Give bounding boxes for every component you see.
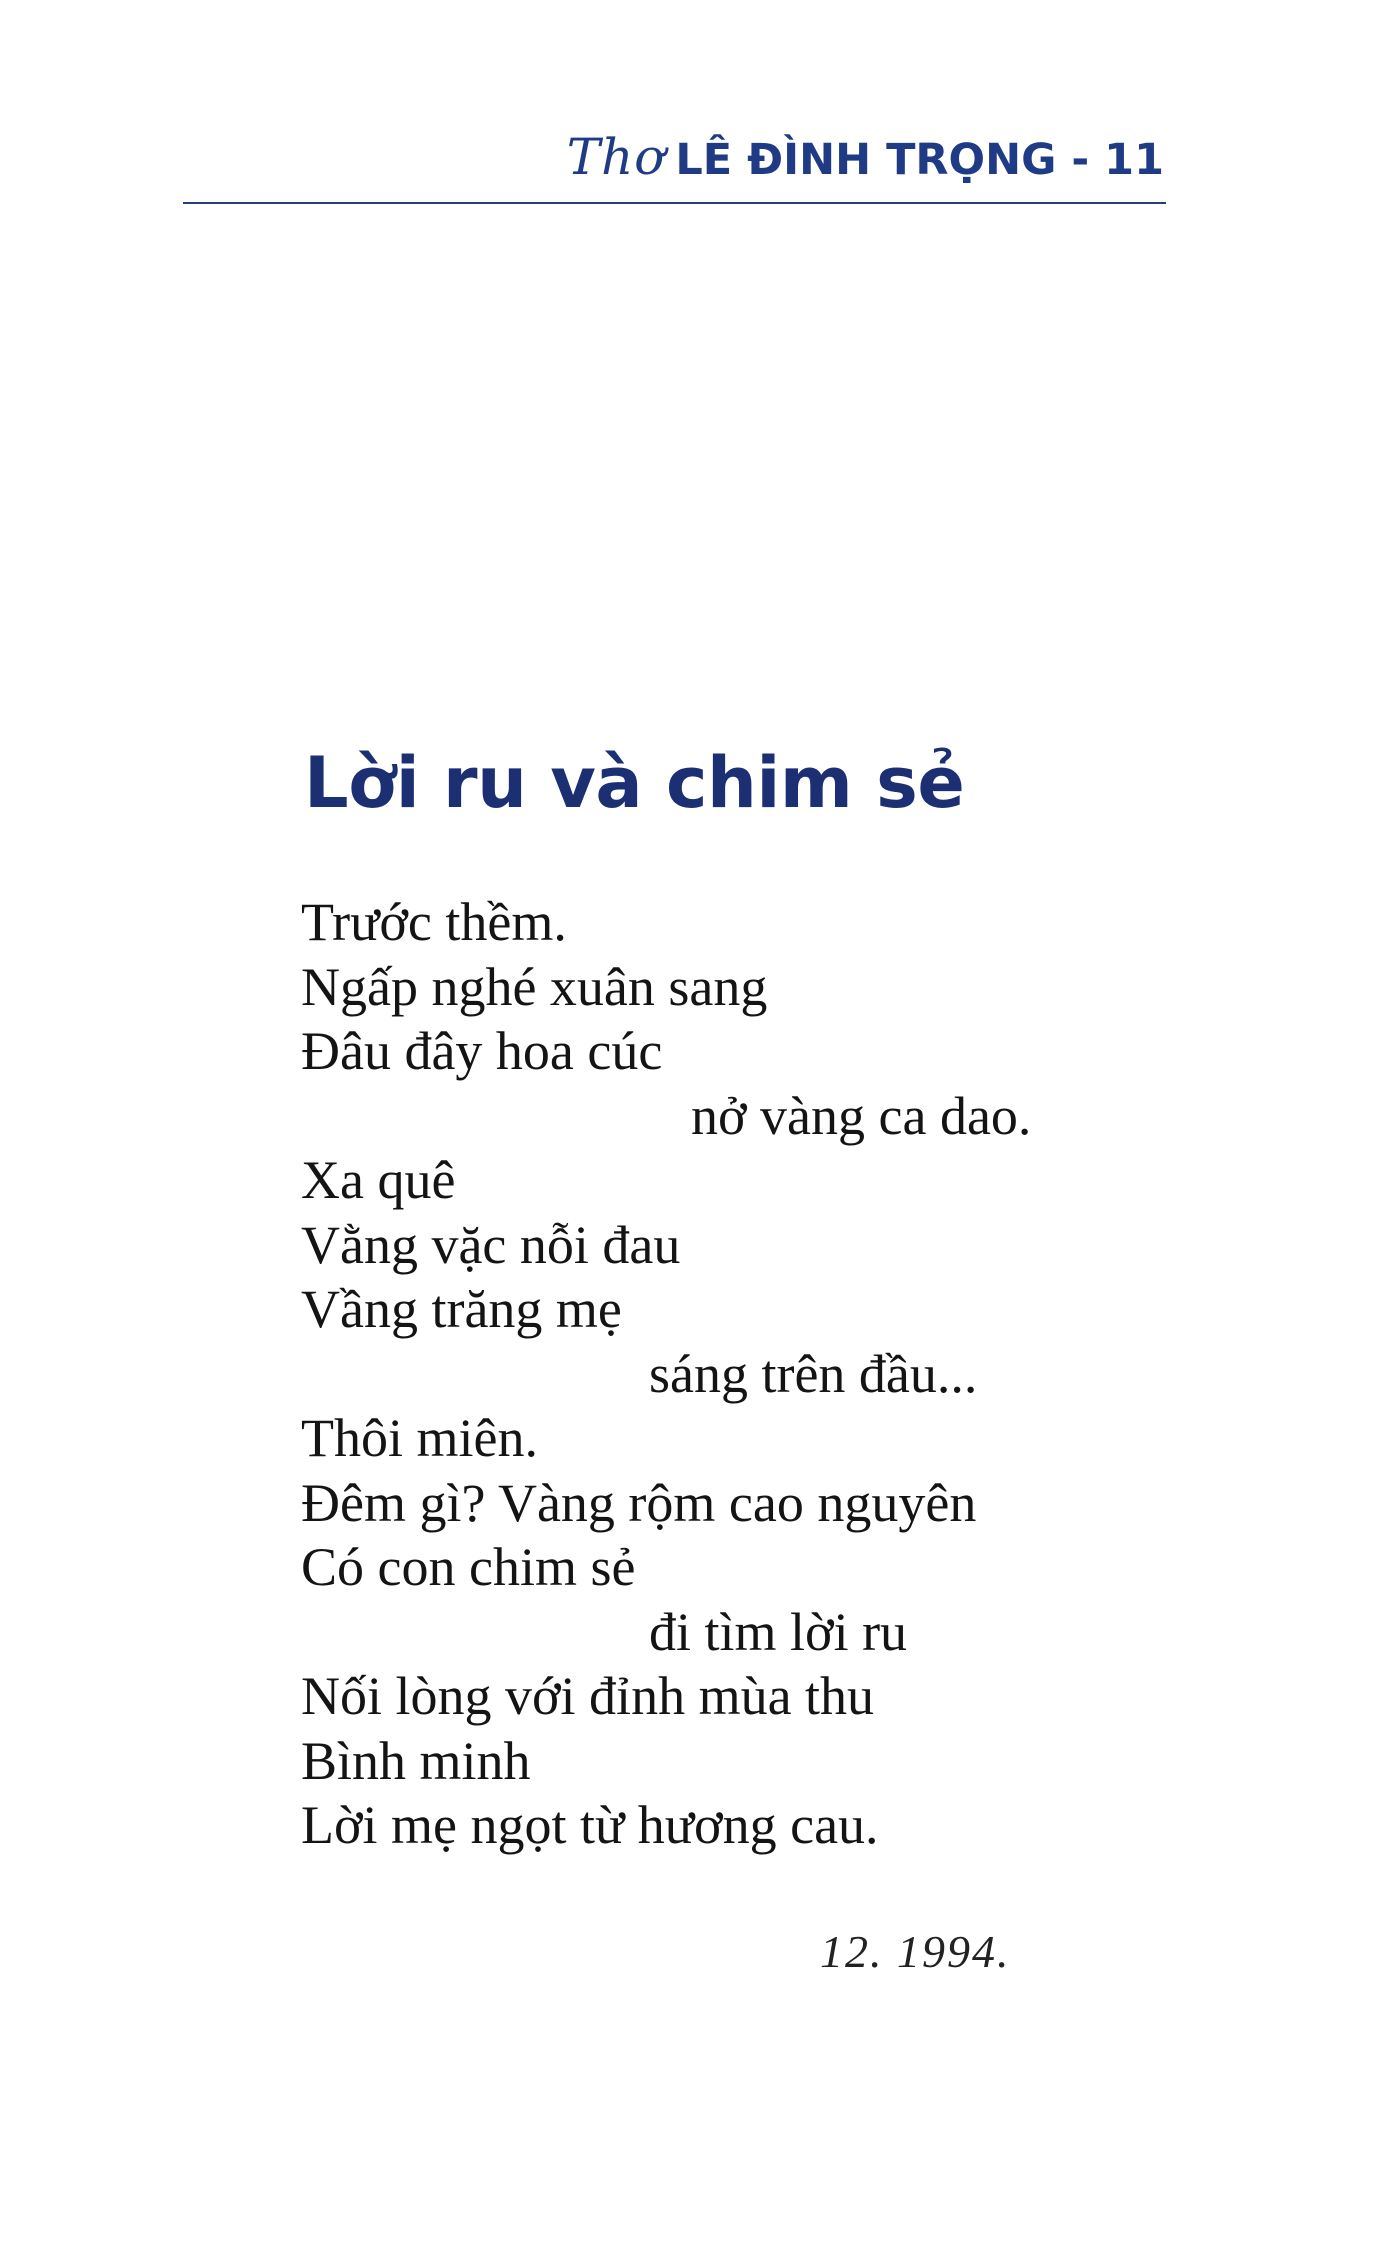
- running-header: [567, 128, 1164, 186]
- poem-line: Đâu đây hoa cúc: [301, 1021, 663, 1081]
- header-author-page: LÊ ĐÌNH TRỌNG - 11: [675, 135, 1164, 185]
- poem-line-indented: nở vàng ca dao.: [691, 1085, 1032, 1146]
- poem-line: Lời mẹ ngọt từ hương cau.: [301, 1795, 879, 1855]
- poem-date: 12. 1994.: [820, 1926, 1011, 1977]
- poem-line: Bình minh: [301, 1730, 531, 1791]
- poem-line: Vằng vặc nỗi đau: [301, 1214, 681, 1275]
- poem-body: [301, 890, 1031, 1858]
- poem-line: Có con chim sẻ: [301, 1537, 636, 1597]
- poem-title: Lời ru và chim sẻ: [304, 742, 965, 824]
- poem-line: Thôi miên.: [301, 1408, 538, 1468]
- poem-line: Vầng trăng mẹ: [301, 1279, 622, 1339]
- poem-line-indented: sáng trên đầu...: [649, 1343, 978, 1404]
- poem-line: Trước thềm.: [301, 892, 567, 952]
- poem-line: Ngấp nghé xuân sang: [301, 956, 768, 1017]
- poem-line: Xa quê: [301, 1150, 456, 1210]
- header-rule: [183, 202, 1166, 204]
- header-script-word: Thơ: [566, 128, 666, 186]
- poem-line: Đêm gì? Vàng rộm cao nguyên: [301, 1472, 977, 1533]
- poem-line: Nối lòng với đỉnh mùa thu: [301, 1666, 875, 1726]
- poem-line-indented: đi tìm lời ru: [649, 1601, 908, 1662]
